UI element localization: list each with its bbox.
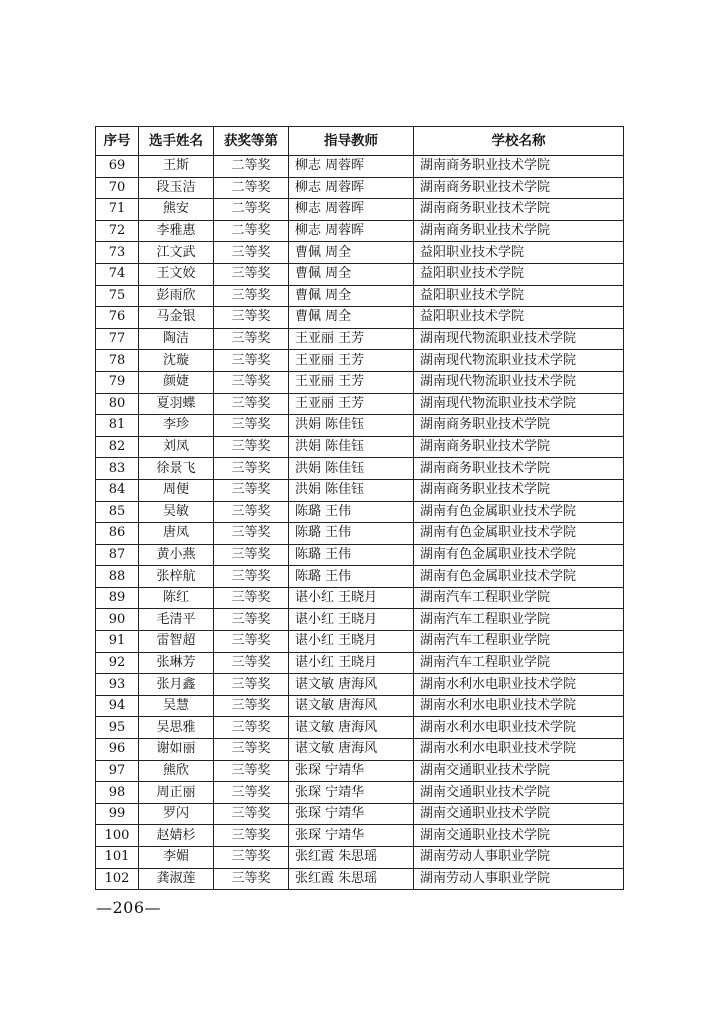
table-row xyxy=(96,393,624,415)
table-row xyxy=(96,307,624,329)
school-name-cell: 湖南水利水电职业技术学院 xyxy=(414,717,624,739)
award-level-cell: 三等奖 xyxy=(214,868,289,890)
row-index-cell: 85 xyxy=(96,501,139,523)
table-row xyxy=(96,868,624,890)
contestant-name-cell: 谢如丽 xyxy=(139,739,214,761)
contestant-name-cell: 王文姣 xyxy=(139,263,214,285)
contestant-name-cell: 张琳芳 xyxy=(139,652,214,674)
row-index-cell: 77 xyxy=(96,328,139,350)
award-level-cell: 三等奖 xyxy=(214,760,289,782)
instructors-cell: 洪娟 陈佳钰 xyxy=(289,436,414,458)
instructors-cell: 谌小红 王晓月 xyxy=(289,587,414,609)
row-index-cell: 79 xyxy=(96,371,139,393)
school-name-cell: 湖南现代物流职业技术学院 xyxy=(414,371,624,393)
contestant-name-cell: 毛清平 xyxy=(139,609,214,631)
row-index-cell: 87 xyxy=(96,544,139,566)
table-row xyxy=(96,415,624,437)
instructors-cell: 谌文敏 唐海风 xyxy=(289,674,414,696)
instructors-cell: 张琛 宁靖华 xyxy=(289,825,414,847)
instructors-cell: 谌文敏 唐海风 xyxy=(289,739,414,761)
instructors-cell: 谌小红 王晓月 xyxy=(289,652,414,674)
contestant-name-cell: 熊欣 xyxy=(139,760,214,782)
school-name-cell: 湖南现代物流职业技术学院 xyxy=(414,328,624,350)
contestant-name-cell: 赵婧杉 xyxy=(139,825,214,847)
header-instructors: 指导教师 xyxy=(289,127,414,156)
school-name-cell: 湖南现代物流职业技术学院 xyxy=(414,393,624,415)
row-index-cell: 74 xyxy=(96,263,139,285)
row-index-cell: 93 xyxy=(96,674,139,696)
instructors-cell: 洪娟 陈佳钰 xyxy=(289,479,414,501)
table-row xyxy=(96,631,624,653)
row-index-cell: 84 xyxy=(96,479,139,501)
row-index-cell: 97 xyxy=(96,760,139,782)
school-name-cell: 湖南商务职业技术学院 xyxy=(414,479,624,501)
school-name-cell: 湖南交通职业技术学院 xyxy=(414,760,624,782)
header-contestant-name: 选手姓名 xyxy=(139,127,214,156)
instructors-cell: 谌文敏 唐海风 xyxy=(289,695,414,717)
row-index-cell: 99 xyxy=(96,803,139,825)
award-level-cell: 三等奖 xyxy=(214,847,289,869)
table-row xyxy=(96,695,624,717)
award-level-cell: 三等奖 xyxy=(214,566,289,588)
award-level-cell: 二等奖 xyxy=(214,199,289,221)
award-level-cell: 三等奖 xyxy=(214,631,289,653)
table-row xyxy=(96,652,624,674)
table-row xyxy=(96,436,624,458)
school-name-cell: 益阳职业技术学院 xyxy=(414,307,624,329)
table-row xyxy=(96,739,624,761)
table-row xyxy=(96,220,624,242)
instructors-cell: 张琛 宁靖华 xyxy=(289,803,414,825)
school-name-cell: 湖南水利水电职业技术学院 xyxy=(414,695,624,717)
contestant-name-cell: 李珍 xyxy=(139,415,214,437)
award-level-cell: 三等奖 xyxy=(214,479,289,501)
school-name-cell: 益阳职业技术学院 xyxy=(414,242,624,264)
page-number: —206— xyxy=(96,898,162,917)
instructors-cell: 洪娟 陈佳钰 xyxy=(289,415,414,437)
contestant-name-cell: 唐凤 xyxy=(139,523,214,545)
instructors-cell: 柳志 周蓉晖 xyxy=(289,220,414,242)
school-name-cell: 湖南商务职业技术学院 xyxy=(414,199,624,221)
contestant-name-cell: 龚淑莲 xyxy=(139,868,214,890)
contestant-name-cell: 张月鑫 xyxy=(139,674,214,696)
school-name-cell: 湖南交通职业技术学院 xyxy=(414,803,624,825)
contestant-name-cell: 陈红 xyxy=(139,587,214,609)
award-level-cell: 三等奖 xyxy=(214,263,289,285)
row-index-cell: 78 xyxy=(96,350,139,372)
instructors-cell: 曹佩 周全 xyxy=(289,285,414,307)
award-level-cell: 三等奖 xyxy=(214,371,289,393)
school-name-cell: 湖南商务职业技术学院 xyxy=(414,156,624,178)
contestant-name-cell: 吴敏 xyxy=(139,501,214,523)
table-row xyxy=(96,199,624,221)
table-row xyxy=(96,825,624,847)
contestant-name-cell: 沈璇 xyxy=(139,350,214,372)
instructors-cell: 陈璐 王伟 xyxy=(289,566,414,588)
school-name-cell: 湖南汽车工程职业学院 xyxy=(414,609,624,631)
contestant-name-cell: 段玉洁 xyxy=(139,177,214,199)
contestant-name-cell: 张梓航 xyxy=(139,566,214,588)
instructors-cell: 张琛 宁靖华 xyxy=(289,760,414,782)
award-level-cell: 三等奖 xyxy=(214,415,289,437)
table-row xyxy=(96,285,624,307)
award-level-cell: 三等奖 xyxy=(214,695,289,717)
instructors-cell: 谌文敏 唐海风 xyxy=(289,717,414,739)
table-row xyxy=(96,458,624,480)
instructors-cell: 柳志 周蓉晖 xyxy=(289,156,414,178)
contestant-name-cell: 徐景飞 xyxy=(139,458,214,480)
school-name-cell: 湖南汽车工程职业学院 xyxy=(414,652,624,674)
school-name-cell: 湖南汽车工程职业学院 xyxy=(414,631,624,653)
table-row xyxy=(96,177,624,199)
header-index: 序号 xyxy=(96,127,139,156)
row-index-cell: 75 xyxy=(96,285,139,307)
instructors-cell: 柳志 周蓉晖 xyxy=(289,199,414,221)
table-row xyxy=(96,544,624,566)
award-level-cell: 三等奖 xyxy=(214,501,289,523)
row-index-cell: 101 xyxy=(96,847,139,869)
instructors-cell: 柳志 周蓉晖 xyxy=(289,177,414,199)
contestant-name-cell: 黄小燕 xyxy=(139,544,214,566)
contestant-name-cell: 颜婕 xyxy=(139,371,214,393)
table-body xyxy=(96,156,624,890)
table-row xyxy=(96,760,624,782)
instructors-cell: 谌小红 王晓月 xyxy=(289,609,414,631)
contestant-name-cell: 周正丽 xyxy=(139,782,214,804)
table-row xyxy=(96,803,624,825)
award-level-cell: 三等奖 xyxy=(214,523,289,545)
award-level-cell: 三等奖 xyxy=(214,544,289,566)
school-name-cell: 湖南水利水电职业技术学院 xyxy=(414,739,624,761)
row-index-cell: 92 xyxy=(96,652,139,674)
instructors-cell: 张琛 宁靖华 xyxy=(289,782,414,804)
row-index-cell: 83 xyxy=(96,458,139,480)
school-name-cell: 湖南劳动人事职业学院 xyxy=(414,847,624,869)
table-row xyxy=(96,156,624,178)
school-name-cell: 湖南商务职业技术学院 xyxy=(414,458,624,480)
contestant-name-cell: 李雅惠 xyxy=(139,220,214,242)
award-level-cell: 三等奖 xyxy=(214,393,289,415)
contestant-name-cell: 吴慧 xyxy=(139,695,214,717)
awards-table-container xyxy=(95,126,624,890)
table-row xyxy=(96,479,624,501)
school-name-cell: 湖南交通职业技术学院 xyxy=(414,825,624,847)
table-row xyxy=(96,242,624,264)
school-name-cell: 湖南有色金属职业技术学院 xyxy=(414,544,624,566)
award-level-cell: 三等奖 xyxy=(214,803,289,825)
school-name-cell: 湖南水利水电职业技术学院 xyxy=(414,674,624,696)
row-index-cell: 94 xyxy=(96,695,139,717)
row-index-cell: 89 xyxy=(96,587,139,609)
school-name-cell: 湖南商务职业技术学院 xyxy=(414,177,624,199)
contestant-name-cell: 陶洁 xyxy=(139,328,214,350)
table-header-row xyxy=(96,127,624,156)
instructors-cell: 王亚丽 王芳 xyxy=(289,371,414,393)
school-name-cell: 湖南汽车工程职业学院 xyxy=(414,587,624,609)
award-level-cell: 三等奖 xyxy=(214,350,289,372)
instructors-cell: 王亚丽 王芳 xyxy=(289,350,414,372)
row-index-cell: 90 xyxy=(96,609,139,631)
school-name-cell: 益阳职业技术学院 xyxy=(414,285,624,307)
school-name-cell: 湖南商务职业技术学院 xyxy=(414,415,624,437)
contestant-name-cell: 彭雨欣 xyxy=(139,285,214,307)
header-award-level: 获奖等第 xyxy=(214,127,289,156)
row-index-cell: 71 xyxy=(96,199,139,221)
table-row xyxy=(96,847,624,869)
award-level-cell: 三等奖 xyxy=(214,674,289,696)
instructors-cell: 陈璐 王伟 xyxy=(289,501,414,523)
school-name-cell: 湖南劳动人事职业学院 xyxy=(414,868,624,890)
school-name-cell: 湖南交通职业技术学院 xyxy=(414,782,624,804)
contestant-name-cell: 熊安 xyxy=(139,199,214,221)
contestant-name-cell: 王斯 xyxy=(139,156,214,178)
table-row xyxy=(96,501,624,523)
row-index-cell: 81 xyxy=(96,415,139,437)
row-index-cell: 96 xyxy=(96,739,139,761)
row-index-cell: 76 xyxy=(96,307,139,329)
contestant-name-cell: 夏羽蝶 xyxy=(139,393,214,415)
row-index-cell: 72 xyxy=(96,220,139,242)
contestant-name-cell: 刘凤 xyxy=(139,436,214,458)
instructors-cell: 王亚丽 王芳 xyxy=(289,328,414,350)
contestant-name-cell: 江文武 xyxy=(139,242,214,264)
school-name-cell: 益阳职业技术学院 xyxy=(414,263,624,285)
instructors-cell: 王亚丽 王芳 xyxy=(289,393,414,415)
row-index-cell: 91 xyxy=(96,631,139,653)
row-index-cell: 70 xyxy=(96,177,139,199)
instructors-cell: 陈璐 王伟 xyxy=(289,544,414,566)
row-index-cell: 88 xyxy=(96,566,139,588)
award-level-cell: 二等奖 xyxy=(214,156,289,178)
instructors-cell: 张红霞 朱思瑶 xyxy=(289,847,414,869)
school-name-cell: 湖南有色金属职业技术学院 xyxy=(414,501,624,523)
row-index-cell: 80 xyxy=(96,393,139,415)
award-level-cell: 三等奖 xyxy=(214,609,289,631)
contestant-name-cell: 马金银 xyxy=(139,307,214,329)
instructors-cell: 陈璐 王伟 xyxy=(289,523,414,545)
table-row xyxy=(96,263,624,285)
award-level-cell: 三等奖 xyxy=(214,458,289,480)
school-name-cell: 湖南有色金属职业技术学院 xyxy=(414,566,624,588)
contestant-name-cell: 罗闪 xyxy=(139,803,214,825)
table-row xyxy=(96,371,624,393)
awards-table xyxy=(95,126,624,890)
instructors-cell: 曹佩 周全 xyxy=(289,242,414,264)
award-level-cell: 三等奖 xyxy=(214,717,289,739)
instructors-cell: 曹佩 周全 xyxy=(289,263,414,285)
row-index-cell: 82 xyxy=(96,436,139,458)
table-row xyxy=(96,587,624,609)
instructors-cell: 洪娟 陈佳钰 xyxy=(289,458,414,480)
award-level-cell: 三等奖 xyxy=(214,587,289,609)
header-school-name: 学校名称 xyxy=(414,127,624,156)
award-level-cell: 三等奖 xyxy=(214,285,289,307)
table-row xyxy=(96,674,624,696)
table-row xyxy=(96,566,624,588)
row-index-cell: 98 xyxy=(96,782,139,804)
row-index-cell: 100 xyxy=(96,825,139,847)
award-level-cell: 二等奖 xyxy=(214,177,289,199)
award-level-cell: 三等奖 xyxy=(214,782,289,804)
school-name-cell: 湖南商务职业技术学院 xyxy=(414,436,624,458)
award-level-cell: 三等奖 xyxy=(214,739,289,761)
award-level-cell: 三等奖 xyxy=(214,242,289,264)
instructors-cell: 曹佩 周全 xyxy=(289,307,414,329)
table-row xyxy=(96,782,624,804)
contestant-name-cell: 周便 xyxy=(139,479,214,501)
row-index-cell: 86 xyxy=(96,523,139,545)
table-row xyxy=(96,328,624,350)
row-index-cell: 73 xyxy=(96,242,139,264)
award-level-cell: 三等奖 xyxy=(214,307,289,329)
school-name-cell: 湖南商务职业技术学院 xyxy=(414,220,624,242)
row-index-cell: 95 xyxy=(96,717,139,739)
contestant-name-cell: 吴思雅 xyxy=(139,717,214,739)
table-row xyxy=(96,717,624,739)
instructors-cell: 谌小红 王晓月 xyxy=(289,631,414,653)
row-index-cell: 69 xyxy=(96,156,139,178)
school-name-cell: 湖南有色金属职业技术学院 xyxy=(414,523,624,545)
award-level-cell: 二等奖 xyxy=(214,220,289,242)
table-row xyxy=(96,350,624,372)
award-level-cell: 三等奖 xyxy=(214,825,289,847)
award-level-cell: 三等奖 xyxy=(214,328,289,350)
award-level-cell: 三等奖 xyxy=(214,652,289,674)
contestant-name-cell: 李媚 xyxy=(139,847,214,869)
award-level-cell: 三等奖 xyxy=(214,436,289,458)
instructors-cell: 张红霞 朱思瑶 xyxy=(289,868,414,890)
school-name-cell: 湖南现代物流职业技术学院 xyxy=(414,350,624,372)
table-row xyxy=(96,523,624,545)
row-index-cell: 102 xyxy=(96,868,139,890)
table-row xyxy=(96,609,624,631)
contestant-name-cell: 雷智超 xyxy=(139,631,214,653)
